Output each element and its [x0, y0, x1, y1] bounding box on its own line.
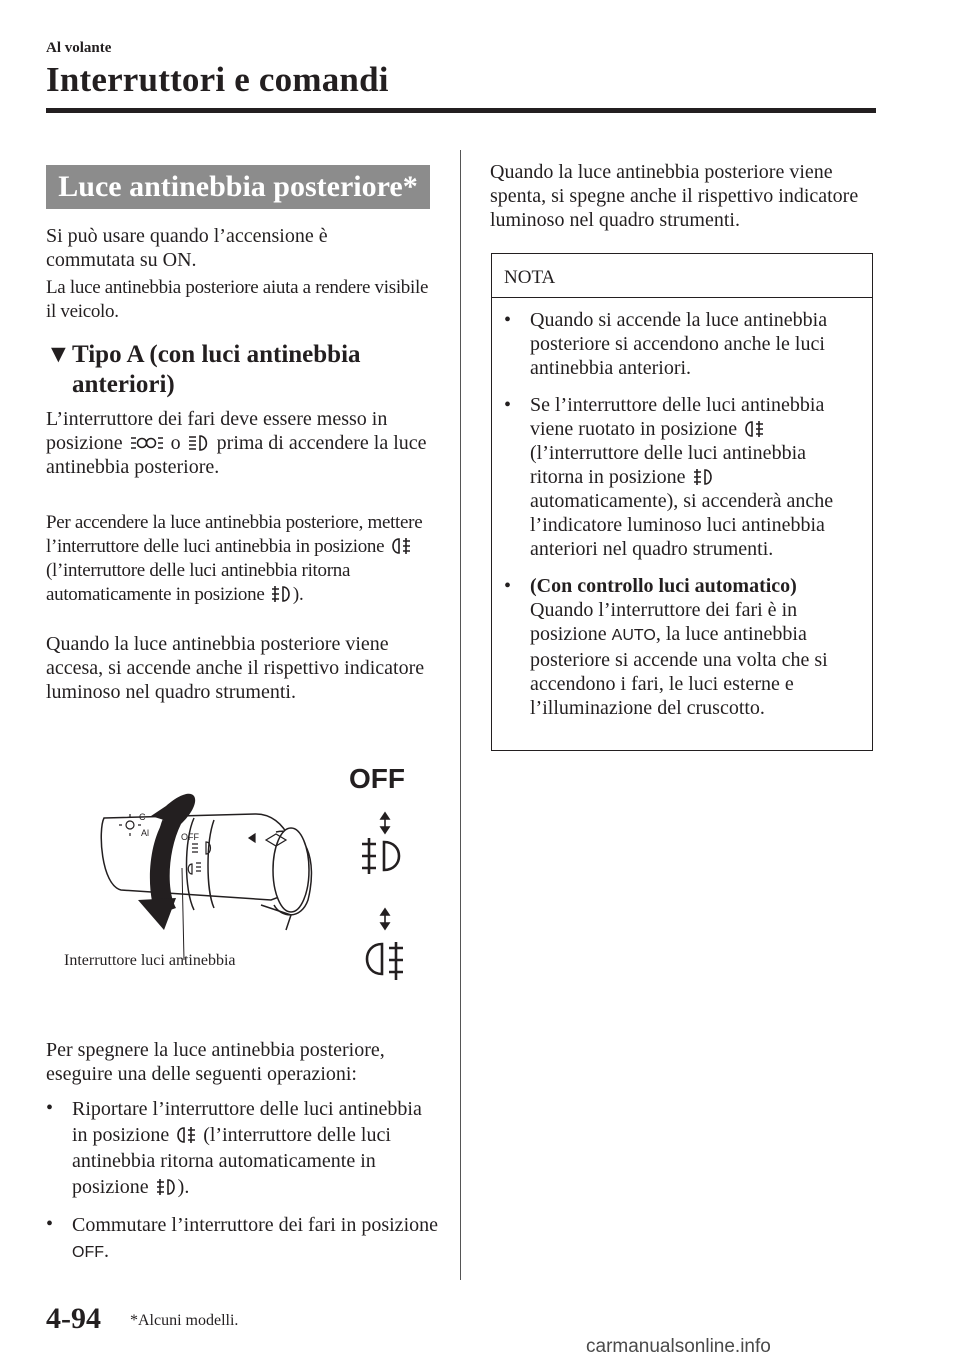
para2-a: Per accendere la luce antinebbia posteriore, mettere l’interruttore delle luci antinebbia in posizione	[46, 512, 423, 557]
bullet-dot: •	[504, 309, 512, 331]
bullet2-a: Commutare l’interruttore dei fari in posizione	[72, 1214, 438, 1236]
subheading-line2: anteriori)	[72, 371, 175, 398]
front-fog-icon	[156, 1178, 176, 1196]
svg-text:C: C	[139, 812, 146, 822]
svg-text:OFF: OFF	[181, 832, 199, 842]
intro-line2: La luce antinebbia posteriore aiuta a rendere visibile il veicolo.	[46, 277, 429, 322]
note-title: NOTA	[492, 254, 872, 298]
svg-text:Al: Al	[141, 828, 150, 838]
subheading	[46, 340, 361, 400]
list-item	[504, 308, 862, 380]
paragraph-3: Quando la luce antinebbia posteriore viene accesa, si accende anche il rispettivo indicatore luminoso nel quadro strumenti.	[46, 633, 425, 703]
bullet-dot: •	[504, 575, 512, 597]
bullet-dot: •	[504, 394, 512, 416]
off-position-label: OFF	[349, 763, 405, 794]
rear-fog-icon	[176, 1126, 196, 1144]
figure-label: Interruttore luci antinebbia	[64, 952, 236, 969]
triangle-marker: ▼	[46, 341, 71, 368]
para1-b: o	[170, 432, 181, 454]
bullet1-a: Riportare l’interruttore delle luci antinebbia in posizione	[72, 1098, 422, 1146]
note-b3-c: , la luce antinebbia posteriore si accende una volta che si accendono i fari, le luci esterne e l’illuminazione del cruscotto.	[530, 623, 828, 719]
note-b3-a: Quando l’interruttore dei fari è in posizione	[530, 599, 798, 645]
paragraph-4: Per spegnere la luce antinebbia posteriore, eseguire una delle seguenti operazioni:	[46, 1039, 385, 1085]
note-b3-title: (Con controllo luci automatico)	[530, 575, 797, 597]
para1-c: prima di accendere la luce antinebbia posteriore.	[46, 432, 427, 478]
note-b2-a: Se l’interruttore delle luci antinebbia viene ruotato in posizione	[530, 394, 825, 440]
bullet-dot: •	[46, 1097, 54, 1119]
front-fog-position-icon	[362, 838, 399, 874]
bullet1-c: ).	[177, 1176, 190, 1198]
para1-a: L’interruttore dei fari deve essere messo in posizione	[46, 408, 388, 454]
auto-tag: AUTO	[611, 627, 656, 644]
list-item	[46, 1212, 438, 1266]
bullet1-b: (l’interruttore delle luci antinebbia ritorna automaticamente in posizione	[72, 1124, 391, 1198]
note-bullet1: Quando si accende la luce antinebbia posteriore si accendono anche le luci antinebbia anteriori.	[530, 309, 828, 379]
rear-fog-position-icon	[367, 942, 403, 980]
para2-c: ).	[292, 584, 304, 605]
fog-switch-figure	[46, 740, 456, 1010]
note-box	[491, 253, 873, 751]
front-fog-icon	[271, 585, 291, 603]
bidirectional-arrow-icon	[381, 813, 389, 833]
left-bullet-list	[46, 1096, 438, 1278]
note-b2-b: (l’interruttore delle luci antinebbia ritorna in posizione	[530, 442, 806, 488]
watermark: carmanualsonline.info	[586, 1336, 771, 1357]
list-item	[504, 393, 862, 561]
front-fog-icon	[693, 468, 713, 486]
list-item	[46, 1096, 438, 1200]
header-rule	[46, 108, 876, 113]
bullet2-c: .	[104, 1240, 109, 1262]
list-item	[504, 574, 862, 720]
rear-fog-icon	[391, 537, 411, 555]
rear-fog-icon	[744, 420, 764, 438]
paragraph-2	[46, 511, 438, 607]
intro-line1: Si può usare quando l’accensione è commutata su ON.	[46, 225, 328, 271]
off-tag: OFF	[72, 1244, 104, 1261]
column-divider	[460, 150, 461, 1280]
intro	[46, 224, 438, 324]
bidirectional-arrow-icon-2	[381, 909, 389, 929]
note-list	[492, 298, 872, 720]
para2-b: (l’interruttore delle luci antinebbia ritorna automaticamente in posizione	[46, 560, 351, 605]
parking-lights-icon	[130, 434, 164, 452]
footnote: *Alcuni modelli.	[130, 1312, 239, 1329]
bullet-dot: •	[46, 1213, 54, 1235]
subheading-line1: Tipo A (con luci antinebbia	[72, 341, 361, 368]
note-b2-c: automaticamente), si accenderà anche l’indicatore luminoso luci antinebbia anteriori nel quadro strumenti.	[530, 490, 834, 560]
section-title: Al volante	[46, 40, 112, 56]
right-paragraph: Quando la luce antinebbia posteriore viene spenta, si spegne anche il rispettivo indicatore luminoso nel quadro strumenti.	[490, 161, 859, 231]
headlight-icon	[188, 434, 210, 452]
page-number: 4-94	[46, 1302, 101, 1335]
chapter-title: Interruttori e comandi	[46, 60, 389, 99]
section-banner: Luce antinebbia posteriore*	[46, 165, 430, 209]
paragraph-1	[46, 407, 438, 479]
